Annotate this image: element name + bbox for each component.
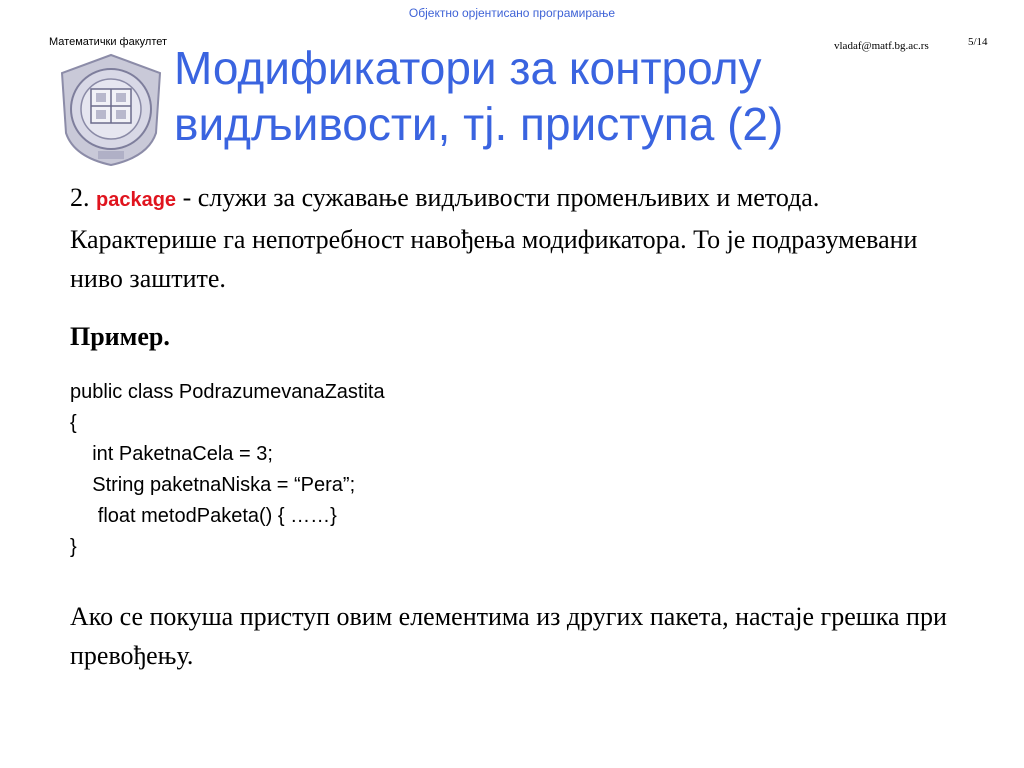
code-line: public class PodrazumevanaZastita: [70, 381, 385, 403]
code-block: [70, 377, 385, 563]
example-label: Пример.: [70, 322, 170, 351]
package-keyword: package: [96, 189, 177, 211]
code-line: int PaketnaCela = 3;: [70, 443, 273, 465]
slide-title-line-1: Модификатори за контролу: [174, 42, 762, 94]
course-title: Објектно орјентисано програмирање: [408, 6, 616, 20]
author-email: vladaf@matf.bg.ac.rs: [834, 40, 929, 52]
faculty-name: Математички факултет: [49, 36, 168, 48]
code-line: }: [70, 536, 77, 558]
paragraph-package: [70, 178, 950, 298]
paragraph-body: - служи за сужавање видљивости променљивих и метода. Карактерише га непотребност навођења модификатора. То је подразумевани ниво заштите.: [70, 183, 918, 293]
slide-title-line-2: видљивости, тј. приступа (2): [174, 98, 784, 150]
code-line: String paketnaNiska = “Pera”;: [70, 474, 356, 496]
faculty-seal-logo: [58, 53, 164, 167]
paragraph-prefix: 2.: [70, 183, 96, 212]
paragraph-conclusion: Ако се покуша приступ овим елементима из других пакета, настаје грешка при превођењу.: [70, 602, 947, 670]
code-line: float metodPaketa() { ……}: [70, 505, 337, 527]
page-number: 5/14: [968, 36, 988, 48]
code-line: {: [70, 412, 77, 434]
slide-title: [174, 40, 934, 152]
